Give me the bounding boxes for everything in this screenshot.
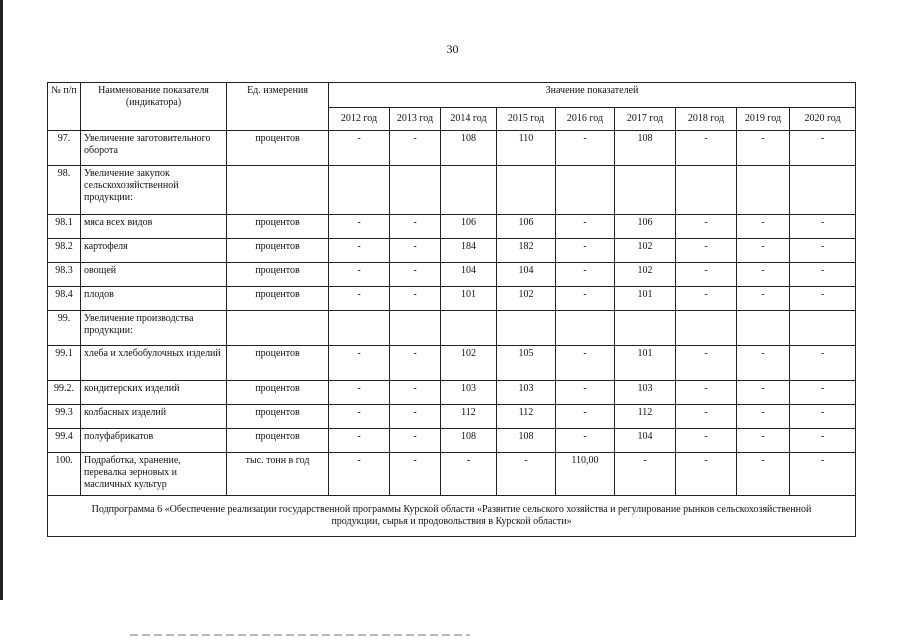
value-cell: - bbox=[790, 239, 856, 263]
value-cell: - bbox=[790, 453, 856, 496]
unit-cell: процентов bbox=[227, 287, 329, 311]
value-cell: 106 bbox=[441, 215, 497, 239]
value-cell: 182 bbox=[497, 239, 556, 263]
value-cell: - bbox=[329, 263, 390, 287]
row-number: 99. bbox=[48, 311, 81, 346]
value-cell: 112 bbox=[441, 405, 497, 429]
unit-cell: процентов bbox=[227, 346, 329, 381]
row-number: 98.4 bbox=[48, 287, 81, 311]
table-row bbox=[48, 346, 856, 381]
value-cell: - bbox=[737, 381, 790, 405]
table-row bbox=[48, 453, 856, 496]
value-cell: 110 bbox=[497, 131, 556, 166]
indicator-name: Увеличение закупок сельскохозяйственной продукции: bbox=[81, 166, 227, 215]
value-cell: 108 bbox=[615, 131, 676, 166]
subprogram-row bbox=[48, 496, 856, 537]
row-number: 97. bbox=[48, 131, 81, 166]
value-cell: - bbox=[790, 346, 856, 381]
header-name: Наименование показателя (индикатора) bbox=[81, 83, 227, 131]
row-number: 99.2. bbox=[48, 381, 81, 405]
table-row bbox=[48, 215, 856, 239]
value-cell: - bbox=[790, 131, 856, 166]
indicator-name: полуфабрикатов bbox=[81, 429, 227, 453]
row-number: 100. bbox=[48, 453, 81, 496]
header-num: № п/п bbox=[48, 83, 81, 131]
value-cell bbox=[497, 311, 556, 346]
value-cell: - bbox=[790, 429, 856, 453]
value-cell bbox=[329, 311, 390, 346]
value-cell: - bbox=[737, 429, 790, 453]
value-cell: - bbox=[676, 263, 737, 287]
value-cell: - bbox=[329, 405, 390, 429]
table-row bbox=[48, 239, 856, 263]
value-cell: - bbox=[556, 381, 615, 405]
row-number: 98. bbox=[48, 166, 81, 215]
unit-cell: процентов bbox=[227, 239, 329, 263]
indicator-name: плодов bbox=[81, 287, 227, 311]
value-cell: - bbox=[790, 263, 856, 287]
indicator-name: хлеба и хлебобулочных изделий bbox=[81, 346, 227, 381]
indicator-name: колбасных изделий bbox=[81, 405, 227, 429]
value-cell: - bbox=[676, 405, 737, 429]
value-cell: - bbox=[556, 131, 615, 166]
table-row bbox=[48, 429, 856, 453]
value-cell bbox=[441, 311, 497, 346]
subprogram-title: Подпрограмма 6 «Обеспечение реализации государственной программы Курской области «Развитие сельского хозяйства и регулирование рынков сельскохозяйственной продукции, сырья и продовольствия в Курской области» bbox=[48, 496, 856, 537]
value-cell: - bbox=[556, 405, 615, 429]
value-cell: 102 bbox=[615, 239, 676, 263]
value-cell: - bbox=[676, 215, 737, 239]
unit-cell: процентов bbox=[227, 381, 329, 405]
value-cell: - bbox=[676, 346, 737, 381]
row-number: 99.4 bbox=[48, 429, 81, 453]
value-cell: - bbox=[390, 381, 441, 405]
value-cell: - bbox=[676, 453, 737, 496]
value-cell: - bbox=[441, 453, 497, 496]
value-cell: - bbox=[737, 453, 790, 496]
value-cell: 102 bbox=[615, 263, 676, 287]
value-cell bbox=[615, 311, 676, 346]
year-header: 2020 год bbox=[790, 108, 856, 131]
value-cell: - bbox=[556, 263, 615, 287]
value-cell: 104 bbox=[615, 429, 676, 453]
value-cell: - bbox=[556, 215, 615, 239]
row-number: 98.2 bbox=[48, 239, 81, 263]
value-cell: - bbox=[329, 429, 390, 453]
value-cell: - bbox=[390, 239, 441, 263]
value-cell: - bbox=[676, 381, 737, 405]
value-cell: 106 bbox=[497, 215, 556, 239]
value-cell: - bbox=[390, 453, 441, 496]
value-cell: 103 bbox=[497, 381, 556, 405]
value-cell: 103 bbox=[615, 381, 676, 405]
value-cell: - bbox=[329, 239, 390, 263]
table-row bbox=[48, 287, 856, 311]
value-cell bbox=[737, 311, 790, 346]
value-cell bbox=[497, 166, 556, 215]
year-header: 2019 год bbox=[737, 108, 790, 131]
row-number: 98.3 bbox=[48, 263, 81, 287]
unit-cell: процентов bbox=[227, 429, 329, 453]
year-header: 2017 год bbox=[615, 108, 676, 131]
year-header: 2012 год bbox=[329, 108, 390, 131]
value-cell: - bbox=[329, 131, 390, 166]
value-cell: 102 bbox=[497, 287, 556, 311]
scan-edge bbox=[0, 0, 3, 600]
unit-cell: процентов bbox=[227, 263, 329, 287]
value-cell: - bbox=[390, 215, 441, 239]
value-cell: - bbox=[790, 381, 856, 405]
row-number: 99.3 bbox=[48, 405, 81, 429]
year-header: 2014 год bbox=[441, 108, 497, 131]
value-cell: - bbox=[329, 287, 390, 311]
value-cell: 112 bbox=[615, 405, 676, 429]
table-row bbox=[48, 166, 856, 215]
table-row bbox=[48, 263, 856, 287]
value-cell: - bbox=[390, 287, 441, 311]
unit-cell bbox=[227, 166, 329, 215]
value-cell: - bbox=[737, 215, 790, 239]
row-number: 99.1 bbox=[48, 346, 81, 381]
value-cell: - bbox=[615, 453, 676, 496]
value-cell: 101 bbox=[441, 287, 497, 311]
value-cell: 184 bbox=[441, 239, 497, 263]
table-row bbox=[48, 131, 856, 166]
value-cell: - bbox=[329, 381, 390, 405]
indicator-name: Увеличение заготовительного оборота bbox=[81, 131, 227, 166]
value-cell: 108 bbox=[441, 429, 497, 453]
value-cell: - bbox=[390, 429, 441, 453]
table-row bbox=[48, 405, 856, 429]
indicator-name: картофеля bbox=[81, 239, 227, 263]
value-cell: - bbox=[790, 215, 856, 239]
value-cell: 108 bbox=[497, 429, 556, 453]
value-cell: - bbox=[737, 131, 790, 166]
indicator-name: Увеличение производства продукции: bbox=[81, 311, 227, 346]
value-cell bbox=[390, 311, 441, 346]
value-cell: - bbox=[329, 346, 390, 381]
value-cell: 105 bbox=[497, 346, 556, 381]
value-cell: - bbox=[329, 215, 390, 239]
value-cell: - bbox=[676, 287, 737, 311]
page-number: 30 bbox=[446, 42, 459, 56]
year-header: 2015 год bbox=[497, 108, 556, 131]
header-values: Значение показателей bbox=[329, 83, 856, 108]
value-cell: 104 bbox=[441, 263, 497, 287]
indicator-name: Подработка, хранение, перевалка зерновых и масличных культур bbox=[81, 453, 227, 496]
value-cell: - bbox=[737, 346, 790, 381]
value-cell: 103 bbox=[441, 381, 497, 405]
value-cell: - bbox=[556, 429, 615, 453]
value-cell: - bbox=[676, 239, 737, 263]
value-cell: 108 bbox=[441, 131, 497, 166]
header-unit: Ед. измерения bbox=[227, 83, 329, 131]
value-cell bbox=[676, 311, 737, 346]
table-row bbox=[48, 381, 856, 405]
indicator-name: овощей bbox=[81, 263, 227, 287]
value-cell: 102 bbox=[441, 346, 497, 381]
value-cell bbox=[790, 166, 856, 215]
value-cell: 101 bbox=[615, 287, 676, 311]
value-cell: - bbox=[737, 263, 790, 287]
year-header: 2016 год bbox=[556, 108, 615, 131]
value-cell: - bbox=[790, 287, 856, 311]
value-cell bbox=[390, 166, 441, 215]
value-cell: - bbox=[556, 346, 615, 381]
value-cell bbox=[790, 311, 856, 346]
indicators-table bbox=[47, 82, 856, 537]
value-cell: - bbox=[390, 405, 441, 429]
value-cell bbox=[676, 166, 737, 215]
value-cell bbox=[329, 166, 390, 215]
value-cell: - bbox=[737, 287, 790, 311]
value-cell: 101 bbox=[615, 346, 676, 381]
value-cell: 104 bbox=[497, 263, 556, 287]
value-cell: - bbox=[790, 405, 856, 429]
value-cell: - bbox=[390, 263, 441, 287]
value-cell: - bbox=[497, 453, 556, 496]
value-cell: - bbox=[676, 131, 737, 166]
unit-cell bbox=[227, 311, 329, 346]
year-header: 2018 год bbox=[676, 108, 737, 131]
unit-cell: процентов bbox=[227, 405, 329, 429]
row-number: 98.1 bbox=[48, 215, 81, 239]
value-cell bbox=[441, 166, 497, 215]
header-row bbox=[48, 83, 856, 108]
indicator-name: кондитерских изделий bbox=[81, 381, 227, 405]
value-cell: - bbox=[390, 131, 441, 166]
value-cell: - bbox=[329, 453, 390, 496]
unit-cell: процентов bbox=[227, 131, 329, 166]
value-cell: - bbox=[737, 239, 790, 263]
indicators-table-container bbox=[47, 82, 855, 537]
unit-cell: процентов bbox=[227, 215, 329, 239]
value-cell: 112 bbox=[497, 405, 556, 429]
value-cell: - bbox=[556, 239, 615, 263]
value-cell bbox=[556, 166, 615, 215]
indicator-name: мяса всех видов bbox=[81, 215, 227, 239]
value-cell: - bbox=[737, 405, 790, 429]
value-cell: 110,00 bbox=[556, 453, 615, 496]
year-header: 2013 год bbox=[390, 108, 441, 131]
value-cell: 106 bbox=[615, 215, 676, 239]
table-row bbox=[48, 311, 856, 346]
value-cell: - bbox=[390, 346, 441, 381]
value-cell bbox=[615, 166, 676, 215]
unit-cell: тыс. тонн в год bbox=[227, 453, 329, 496]
scan-artifact bbox=[130, 634, 470, 636]
value-cell bbox=[556, 311, 615, 346]
table-body bbox=[48, 131, 856, 496]
value-cell: - bbox=[676, 429, 737, 453]
value-cell: - bbox=[556, 287, 615, 311]
value-cell bbox=[737, 166, 790, 215]
